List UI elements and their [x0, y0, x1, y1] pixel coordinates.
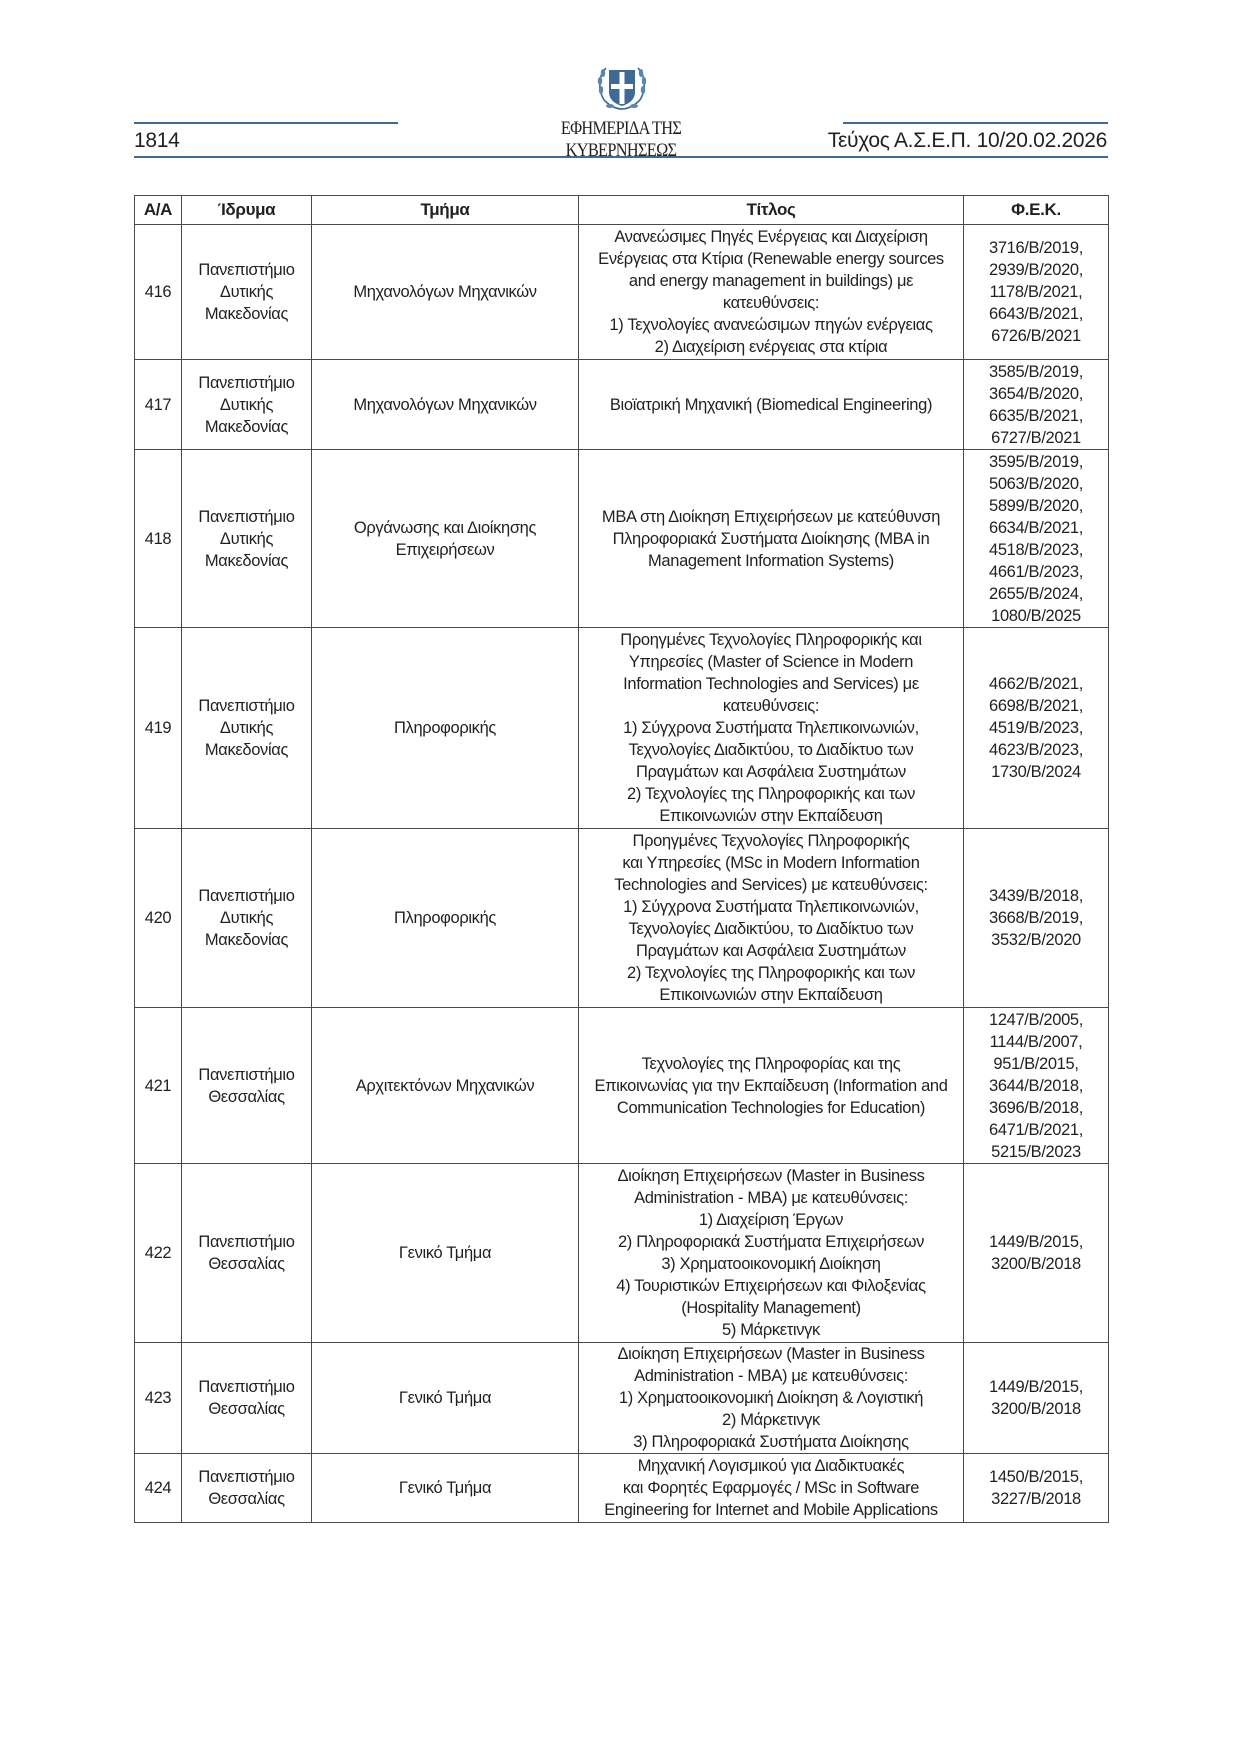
cell-fek-line: 5063/Β/2020,	[989, 474, 1083, 493]
cell-title-line: Management Information Systems)	[648, 551, 894, 570]
cell-fek-line: 1247/Β/2005,	[989, 1010, 1083, 1029]
programs-table	[134, 195, 1109, 1523]
cell-fek-line: 6727/Β/2021	[991, 428, 1081, 447]
cell-fek-line: 3585/Β/2019,	[989, 362, 1083, 381]
cell-title-line: Βιοϊατρική Μηχανική (Biomedical Engineering)	[609, 395, 933, 414]
cell-fek-line: 3654/Β/2020,	[989, 384, 1083, 403]
table-row	[135, 829, 1109, 1008]
cell-aa: 417	[135, 360, 182, 450]
greek-coat-of-arms-icon	[594, 60, 650, 118]
column-header-institution: Ίδρυμα	[182, 196, 312, 225]
cell-title-line: Προηγμένες Τεχνολογίες Πληροφορικής	[632, 832, 910, 850]
cell-title-line: and energy management in buildings) με	[628, 272, 914, 290]
cell-institution	[182, 628, 312, 829]
cell-fek-line: 3200/Β/2018	[991, 1400, 1081, 1418]
cell-fek-line: 3668/Β/2019,	[989, 909, 1083, 927]
cell-title-line: κατευθύνσεις:	[722, 697, 820, 715]
cell-title-line: 3) Χρηματοοικονομική Διοίκηση	[661, 1255, 881, 1273]
cell-fek-line: 4661/Β/2023,	[989, 562, 1083, 581]
cell-institution-line: Πανεπιστήμιο	[198, 887, 295, 905]
cell-department-line: Μηχανολόγων Μηχανικών	[353, 283, 537, 301]
cell-institution-line: Μακεδονίας	[204, 551, 289, 570]
cell-title-line: Επικοινωνιών στην Εκπαίδευση	[659, 986, 883, 1004]
cell-fek-line: 3595/Β/2019,	[989, 452, 1083, 471]
cell-title-line: Πληροφοριακά Συστήματα Διοίκησης (MBA in	[612, 529, 930, 548]
cell-title-line: Επικοινωνιών στην Εκπαίδευση	[659, 807, 883, 825]
cell-fek-line: 3227/Β/2018	[991, 1490, 1081, 1508]
cell-department	[312, 225, 579, 360]
cell-fek-line: 5899/Β/2020,	[989, 496, 1083, 515]
table-body	[135, 225, 1109, 1523]
cell-fek-line: 1449/Β/2015,	[989, 1233, 1083, 1251]
cell-fek-line: 6698/Β/2021,	[989, 697, 1083, 715]
cell-department-line: Επιχειρήσεων	[395, 540, 495, 559]
cell-institution-line: Πανεπιστήμιο	[198, 697, 295, 715]
cell-title-line: Επικοινωνίας για την Εκπαίδευση (Information and	[594, 1076, 948, 1095]
cell-department-line: Οργάνωσης και Διοίκησης	[353, 518, 537, 537]
cell-aa: 418	[135, 450, 182, 628]
cell-fek-line: 1450/Β/2015,	[989, 1468, 1083, 1486]
cell-fek-line: 1449/Β/2015,	[989, 1378, 1083, 1396]
cell-fek	[964, 1164, 1109, 1343]
cell-institution	[182, 1343, 312, 1454]
cell-title-line: 2) Μάρκετινγκ	[722, 1411, 820, 1429]
cell-title-line: Πραγμάτων και Ασφάλεια Συστημάτων	[636, 942, 906, 960]
cell-title-line: 1) Σύγχρονα Συστήματα Τηλεπικοινωνιών,	[623, 898, 919, 916]
cell-institution-line: Πανεπιστήμιο	[198, 1378, 295, 1396]
cell-title-line: (Hospitality Management)	[681, 1299, 861, 1317]
table-row	[135, 1343, 1109, 1454]
gazette-title: ΕΦΗΜΕΡΙΔΑ ΤΗΣ ΚΥΒΕΡΝΗΣΕΩΣ	[560, 118, 682, 161]
cell-title-line: Πραγμάτων και Ασφάλεια Συστημάτων	[636, 763, 906, 781]
cell-aa: 423	[135, 1343, 182, 1454]
cell-department	[312, 1454, 579, 1523]
cell-department-line: Μηχανολόγων Μηχανικών	[353, 395, 537, 414]
cell-title-line: 1) Τεχνολογίες ανανεώσιμων πηγών ενέργειας	[609, 316, 933, 334]
cell-fek-line: 3644/Β/2018,	[989, 1076, 1083, 1095]
cell-title	[579, 829, 964, 1008]
cell-title	[579, 1164, 964, 1343]
cell-department	[312, 360, 579, 450]
cell-title-line: και Φορητές Εφαρμογές / MSc in Software	[622, 1479, 920, 1497]
cell-department-line: Πληροφορικής	[393, 719, 496, 737]
cell-institution-line: Δυτικής	[219, 719, 274, 737]
cell-aa: 424	[135, 1454, 182, 1523]
cell-title-line: Τεχνολογίες Διαδικτύου, το Διαδίκτυο των	[628, 741, 914, 759]
cell-fek	[964, 628, 1109, 829]
cell-title-line: Τεχνολογίες Διαδικτύου, το Διαδίκτυο των	[628, 920, 914, 938]
cell-title-line: 2) Τεχνολογίες της Πληροφορικής και των	[627, 785, 915, 803]
table-row	[135, 450, 1109, 628]
cell-title-line: Διοίκηση Επιχειρήσεων (Master in Business	[617, 1345, 925, 1363]
cell-title	[579, 1008, 964, 1164]
cell-title-line: 1) Χρηματοοικονομική Διοίκηση & Λογιστική	[618, 1389, 924, 1407]
cell-title-line: 2) Πληροφοριακά Συστήματα Επιχειρήσεων	[617, 1233, 925, 1251]
cell-aa: 421	[135, 1008, 182, 1164]
cell-title-line: Administration - MBA) με κατευθύνσεις:	[634, 1189, 908, 1207]
cell-institution-line: Δυτικής	[219, 283, 274, 301]
cell-fek-line: 5215/Β/2023	[991, 1142, 1081, 1161]
cell-fek-line: 2655/Β/2024,	[989, 584, 1083, 603]
cell-aa: 420	[135, 829, 182, 1008]
cell-title-line: Τεχνολογίες της Πληροφορίας και της	[641, 1054, 901, 1073]
cell-title	[579, 450, 964, 628]
cell-title-line: 3) Πληροφοριακά Συστήματα Διοίκησης	[633, 1433, 909, 1451]
cell-fek-line: 6643/Β/2021,	[989, 305, 1083, 323]
cell-title-line: Ανανεώσιμες Πηγές Ενέργειας και Διαχείριση	[614, 228, 928, 246]
cell-fek	[964, 360, 1109, 450]
cell-title-line: 1) Σύγχρονα Συστήματα Τηλεπικοινωνιών,	[623, 719, 919, 737]
cell-fek-line: 1730/Β/2024	[991, 763, 1081, 781]
cell-department	[312, 829, 579, 1008]
table-header-row	[135, 196, 1109, 225]
cell-aa: 416	[135, 225, 182, 360]
cell-department	[312, 628, 579, 829]
cell-title	[579, 628, 964, 829]
cell-institution-line: Δυτικής	[219, 395, 274, 414]
header-rule-top-left	[134, 122, 398, 124]
cell-title-line: ΜΒΑ στη Διοίκηση Επιχειρήσεων με κατεύθυνση	[601, 507, 941, 526]
header-rule-top-right	[843, 122, 1108, 124]
cell-title-line: Ενέργειας στα Κτίρια (Renewable energy sources	[598, 250, 944, 268]
cell-department-line: Γενικό Τμήμα	[398, 1479, 492, 1497]
page-number: 1814	[134, 129, 180, 152]
cell-department	[312, 1008, 579, 1164]
cell-fek	[964, 1008, 1109, 1164]
cell-title-line: Engineering for Internet and Mobile Applications	[604, 1501, 938, 1519]
cell-institution-line: Δυτικής	[219, 529, 274, 548]
table-row	[135, 360, 1109, 450]
cell-fek	[964, 829, 1109, 1008]
cell-institution-line: Θεσσαλίας	[208, 1087, 285, 1106]
cell-institution	[182, 360, 312, 450]
cell-institution	[182, 1454, 312, 1523]
cell-institution-line: Μακεδονίας	[204, 741, 289, 759]
cell-institution-line: Πανεπιστήμιο	[198, 1233, 295, 1251]
cell-institution	[182, 829, 312, 1008]
cell-fek-line: 1080/Β/2025	[991, 606, 1081, 625]
cell-aa: 422	[135, 1164, 182, 1343]
cell-fek-line: 6471/Β/2021,	[989, 1120, 1083, 1139]
cell-fek	[964, 1343, 1109, 1454]
cell-institution-line: Θεσσαλίας	[208, 1400, 285, 1418]
cell-fek-line: 3200/Β/2018	[991, 1255, 1081, 1273]
cell-title-line: 1) Διαχείριση Έργων	[698, 1211, 844, 1229]
cell-title-line: 4) Τουριστικών Επιχειρήσεων και Φιλοξενίας	[616, 1277, 926, 1295]
cell-title	[579, 225, 964, 360]
cell-fek-line: 6726/Β/2021	[991, 327, 1081, 345]
cell-title-line: και Υπηρεσίες (MSc in Modern Information	[622, 854, 920, 872]
cell-fek-line: 2939/Β/2020,	[989, 261, 1083, 279]
cell-fek-line: 3696/Β/2018,	[989, 1098, 1083, 1117]
table-row	[135, 628, 1109, 829]
cell-institution-line: Μακεδονίας	[204, 931, 289, 949]
cell-institution-line: Θεσσαλίας	[208, 1255, 285, 1273]
cell-institution-line: Πανεπιστήμιο	[198, 1065, 295, 1084]
cell-fek-line: 1178/Β/2021,	[989, 283, 1083, 301]
cell-fek-line: 3439/Β/2018,	[989, 887, 1083, 905]
cell-title	[579, 1454, 964, 1523]
cell-title	[579, 360, 964, 450]
cell-department	[312, 450, 579, 628]
cell-fek-line: 4623/Β/2023,	[989, 741, 1083, 759]
cell-department	[312, 1343, 579, 1454]
cell-fek-line: 3716/Β/2019,	[989, 239, 1083, 257]
cell-fek-line: 951/Β/2015,	[993, 1054, 1079, 1073]
cell-fek-line: 4519/Β/2023,	[989, 719, 1083, 737]
cell-fek-line: 4518/Β/2023,	[989, 540, 1083, 559]
cell-institution-line: Θεσσαλίας	[208, 1490, 285, 1508]
table-row	[135, 1164, 1109, 1343]
cell-aa: 419	[135, 628, 182, 829]
cell-department-line: Πληροφορικής	[393, 909, 496, 927]
cell-institution-line: Μακεδονίας	[204, 305, 289, 323]
table-row	[135, 1454, 1109, 1523]
issue-reference: Τεύχος Α.Σ.Ε.Π. 10/20.02.2026	[827, 129, 1107, 152]
cell-fek-line: 3532/Β/2020	[991, 931, 1081, 949]
cell-institution	[182, 1008, 312, 1164]
cell-title-line: Μηχανική Λογισμικού για Διαδικτυακές	[637, 1457, 905, 1475]
cell-institution	[182, 1164, 312, 1343]
column-header-title: Τίτλος	[579, 196, 964, 225]
cell-institution-line: Δυτικής	[219, 909, 274, 927]
column-header-fek: Φ.Ε.Κ.	[964, 196, 1109, 225]
cell-institution-line: Πανεπιστήμιο	[198, 507, 295, 526]
cell-fek-line: 6635/Β/2021,	[989, 406, 1083, 425]
table-row	[135, 225, 1109, 360]
cell-title-line: Διοίκηση Επιχειρήσεων (Master in Business	[617, 1167, 925, 1185]
cell-department-line: Γενικό Τμήμα	[398, 1389, 492, 1407]
cell-title-line: Υπηρεσίες (Master of Science in Modern	[628, 653, 914, 671]
cell-institution-line: Πανεπιστήμιο	[198, 373, 295, 392]
cell-department	[312, 1164, 579, 1343]
cell-title-line: κατευθύνσεις:	[722, 294, 820, 312]
cell-institution	[182, 450, 312, 628]
cell-department-line: Αρχιτεκτόνων Μηχανικών	[355, 1076, 535, 1095]
cell-fek-line: 6634/Β/2021,	[989, 518, 1083, 537]
cell-department-line: Γενικό Τμήμα	[398, 1244, 492, 1262]
cell-fek	[964, 225, 1109, 360]
cell-fek-line: 4662/Β/2021,	[989, 675, 1083, 693]
table-row	[135, 1008, 1109, 1164]
cell-fek-line: 1144/Β/2007,	[989, 1032, 1083, 1051]
cell-title-line: Technologies and Services) με κατευθύνσεις:	[614, 876, 928, 894]
cell-institution-line: Μακεδονίας	[204, 417, 289, 436]
column-header-department: Τμήμα	[312, 196, 579, 225]
cell-title-line: 5) Μάρκετινγκ	[722, 1321, 820, 1339]
cell-title-line: Communication Technologies for Education)	[616, 1098, 926, 1117]
cell-title-line: 2) Διαχείριση ενέργειας στα κτίρια	[654, 338, 888, 356]
cell-title-line: Information Technologies and Services) με	[623, 675, 919, 693]
cell-fek	[964, 1454, 1109, 1523]
cell-institution-line: Πανεπιστήμιο	[198, 261, 295, 279]
cell-title-line: Προηγμένες Τεχνολογίες Πληροφορικής και	[620, 631, 922, 649]
cell-title-line: 2) Τεχνολογίες της Πληροφορικής και των	[627, 964, 915, 982]
cell-institution-line: Πανεπιστήμιο	[198, 1468, 295, 1486]
column-header-aa: Α/Α	[135, 196, 182, 225]
cell-institution	[182, 225, 312, 360]
cell-fek	[964, 450, 1109, 628]
cell-title-line: Administration - MBA) με κατευθύνσεις:	[634, 1367, 908, 1385]
cell-title	[579, 1343, 964, 1454]
